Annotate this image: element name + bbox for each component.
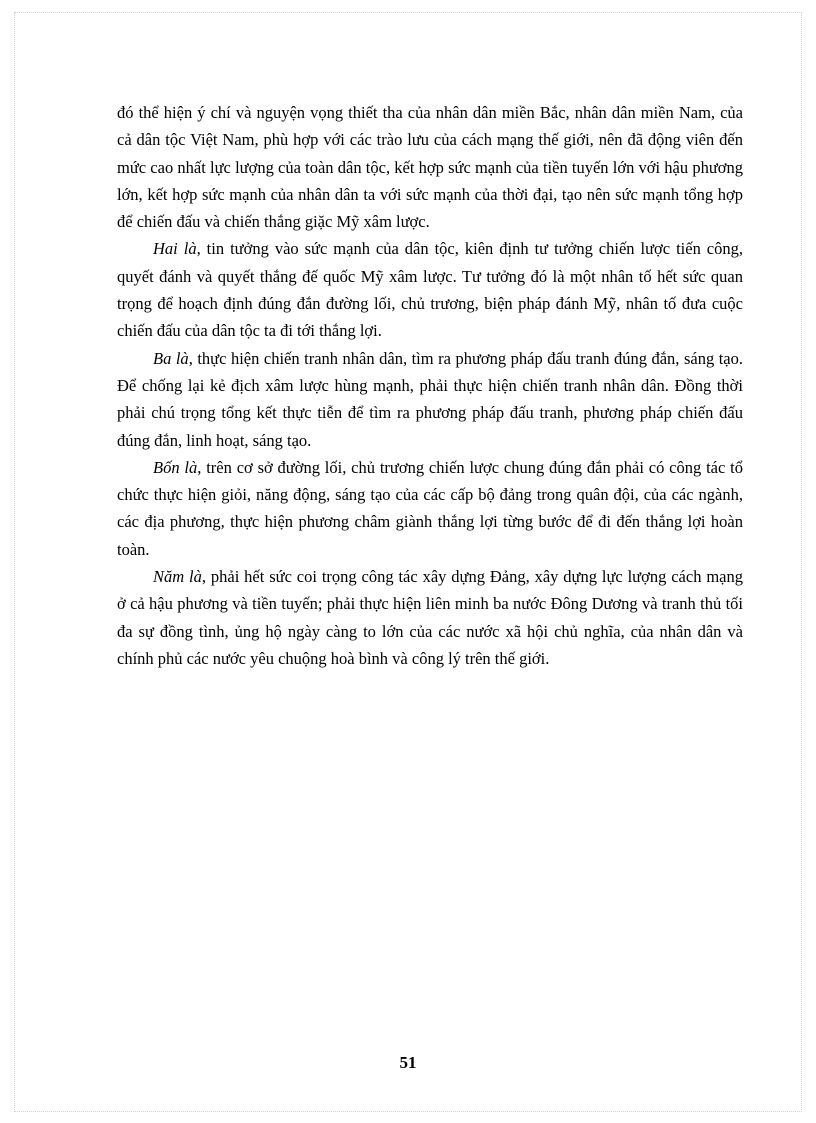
paragraph-text: , trên cơ sở đường lối, chủ trương chiến lược chung đúng đắn phải có công tác tổ chức thực hiện giỏi, năng động, sáng tạo của các cấp bộ đảng trong quân đội, của các ngành, các địa phương, thực hiện phương châm giành thắng lợi từng bước để đi đến thắng lợi hoàn toàn. [117, 457, 743, 559]
paragraph-text: , tin tưởng vào sức mạnh của dân tộc, kiên định tư tưởng chiến lược tiến công, quyết đánh và quyết thắng đế quốc Mỹ xâm lược. Tư tưởng đó là một nhân tố hết sức quan trọng để hoạch định đúng đắn đường lối, chủ trương, biện pháp đánh Mỹ, nhân tố đưa cuộc chiến đấu của dân tộc ta đi tới thắng lợi. [117, 239, 743, 341]
paragraph-text: , thực hiện chiến tranh nhân dân, tìm ra phương pháp đấu tranh đúng đắn, sáng tạo. Để chống lại kẻ địch xâm lược hùng mạnh, phải thực hiện chiến tranh nhân dân. Đồng thời phải chú trọng tổng kết thực tiễn để tìm ra phương pháp đấu tranh, phương pháp chiến đấu đúng đắn, linh hoạt, sáng tạo. [117, 348, 743, 450]
paragraph-lead: Bốn là [153, 457, 198, 477]
paragraph-ba-la [117, 345, 743, 454]
document-body [117, 99, 743, 672]
paragraph-bon-la [117, 454, 743, 563]
paragraph-text: , phải hết sức coi trọng công tác xây dựng Đảng, xây dựng lực lượng cách mạng ở cả hậu phương và tiền tuyến; phải thực hiện liên minh ba nước Đông Dương và tranh thủ tối đa sự đồng tình, ủng hộ ngày càng to lớn của các nước xã hội chủ nghĩa, của nhân dân và chính phủ các nước yêu chuộng hoà bình và công lý trên thế giới. [117, 567, 743, 668]
paragraph-lead: Năm là [153, 567, 202, 587]
paragraph-lead: Ba là [153, 348, 189, 368]
paragraph-continuation [117, 99, 743, 235]
page-number: 51 [399, 1053, 417, 1072]
paragraph-lead: Hai là [153, 239, 197, 259]
paragraph-text: đó thể hiện ý chí và nguyện vọng thiết tha của nhân dân miền Bắc, nhân dân miền Nam, của cả dân tộc Việt Nam, phù hợp với các trào lưu của cách mạng thế giới, nên đã động viên đến mức cao nhất lực lượng của toàn dân tộc, kết hợp sức mạnh của tiền tuyến lớn với hậu phương lớn, kết hợp sức mạnh của nhân dân ta với sức mạnh của thời đại, tạo nên sức mạnh tổng hợp để chiến đấu và chiến thắng giặc Mỹ xâm lược. [117, 103, 743, 232]
paragraph-nam-la [117, 563, 743, 672]
paragraph-hai-la [117, 235, 743, 344]
